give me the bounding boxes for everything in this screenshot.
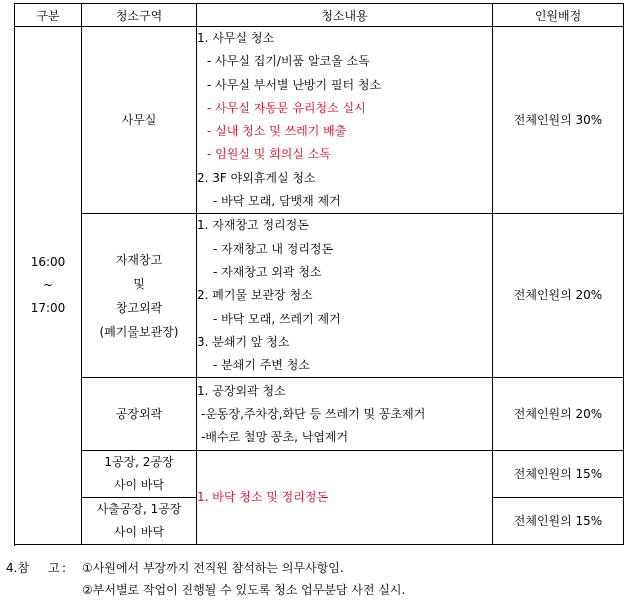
content-line: - 자재창고 내 정리정돈: [213, 241, 334, 256]
header-area: 청소구역: [82, 4, 197, 27]
area-label: 공장외곽: [115, 406, 163, 421]
notes-label-part2: 고: [48, 561, 60, 575]
content-line-highlight: - 실내 청소 및 쓰레기 배출: [207, 124, 347, 139]
header-staff: 인원배정: [493, 4, 624, 27]
notes-colon: :: [62, 561, 67, 575]
area-label: 1공장, 2공장: [104, 455, 174, 470]
area-cell: [82, 27, 197, 214]
table-row: [15, 378, 624, 451]
content-line: 1. 자재창고 정리정돈: [197, 218, 309, 233]
content-line: - 분쇄기 주변 청소: [213, 358, 310, 373]
notes-section: [6, 557, 405, 601]
note-item: ②부서별로 작업이 진행될 수 있도록 청소 업무분담 사전 실시.: [82, 583, 406, 597]
area-label: (폐기물보관장): [99, 324, 179, 339]
table-row: [15, 451, 624, 498]
header-content: 청소내용: [197, 4, 493, 27]
area-label: 사출공장, 1공장: [96, 502, 182, 517]
staff-cell: 전체인원의 20%: [493, 214, 624, 378]
content-cell: [197, 214, 493, 378]
header-row: [15, 4, 624, 27]
time-cell: [15, 27, 82, 545]
content-line: - 사무실 집기/비품 알코올 소독: [207, 54, 370, 69]
content-line: -운동장,주차장,화단 등 쓰레기 및 꽁초제거: [201, 406, 426, 421]
table-row: [15, 27, 624, 214]
area-cell: [82, 451, 197, 498]
staff-cell: 전체인원의 15%: [493, 451, 624, 498]
content-line: 1. 공장외곽 청소: [197, 383, 286, 398]
note-item: ①사원에서 부장까지 전직원 참석하는 의무사항임.: [82, 561, 344, 575]
content-line-highlight: - 사무실 자동문 유리청소 실시: [207, 100, 366, 115]
area-label: 사이 바닥: [113, 525, 165, 540]
area-label: 자재창고: [115, 252, 163, 267]
header-division: 구분: [15, 4, 82, 27]
area-cell: [82, 498, 197, 545]
time-start: 16:00: [30, 255, 66, 270]
content-line: 2. 폐기물 보관장 청소: [197, 288, 313, 303]
content-line: 2. 3F 야외휴게실 청소: [197, 170, 316, 185]
time-end: 17:00: [30, 301, 66, 316]
content-line: - 바닥 모래, 쓰레기 제거: [213, 311, 341, 326]
area-cell: [82, 214, 197, 378]
staff-cell: 전체인원의 15%: [493, 498, 624, 545]
cleaning-schedule-table: [14, 3, 624, 545]
content-line: 1. 사무실 청소: [197, 31, 275, 45]
staff-cell: 전체인원의 30%: [493, 27, 624, 214]
table-row: [15, 214, 624, 378]
content-cell: [197, 378, 493, 451]
time-separator: ~: [42, 278, 54, 293]
content-cell: [197, 27, 493, 214]
note-line: [6, 557, 405, 579]
merged-content-cell: [197, 451, 493, 545]
area-cell: [82, 378, 197, 451]
notes-label: [6, 557, 62, 579]
content-line: -배수로 철망 꽁초, 낙엽제거: [201, 430, 349, 445]
content-line: - 사무실 부서별 난방기 필터 청소: [207, 77, 382, 92]
area-label: 및: [133, 276, 145, 291]
note-line: [6, 579, 405, 601]
notes-label-part1: 4.참: [6, 561, 30, 575]
content-line: - 자재창고 외곽 청소: [213, 264, 322, 279]
content-line-highlight: 1. 바닥 청소 및 정리정돈: [197, 490, 329, 505]
content-line-highlight: - 임원실 및 회의실 소독: [207, 147, 331, 162]
area-label: 사무실: [121, 112, 157, 127]
area-label: 사이 바닥: [113, 478, 165, 493]
staff-cell: 전체인원의 20%: [493, 378, 624, 451]
content-line: 3. 분쇄기 앞 청소: [197, 334, 290, 349]
area-label: 창고외곽: [115, 300, 163, 315]
content-line: - 바닥 모래, 담뱃재 제거: [213, 194, 341, 209]
